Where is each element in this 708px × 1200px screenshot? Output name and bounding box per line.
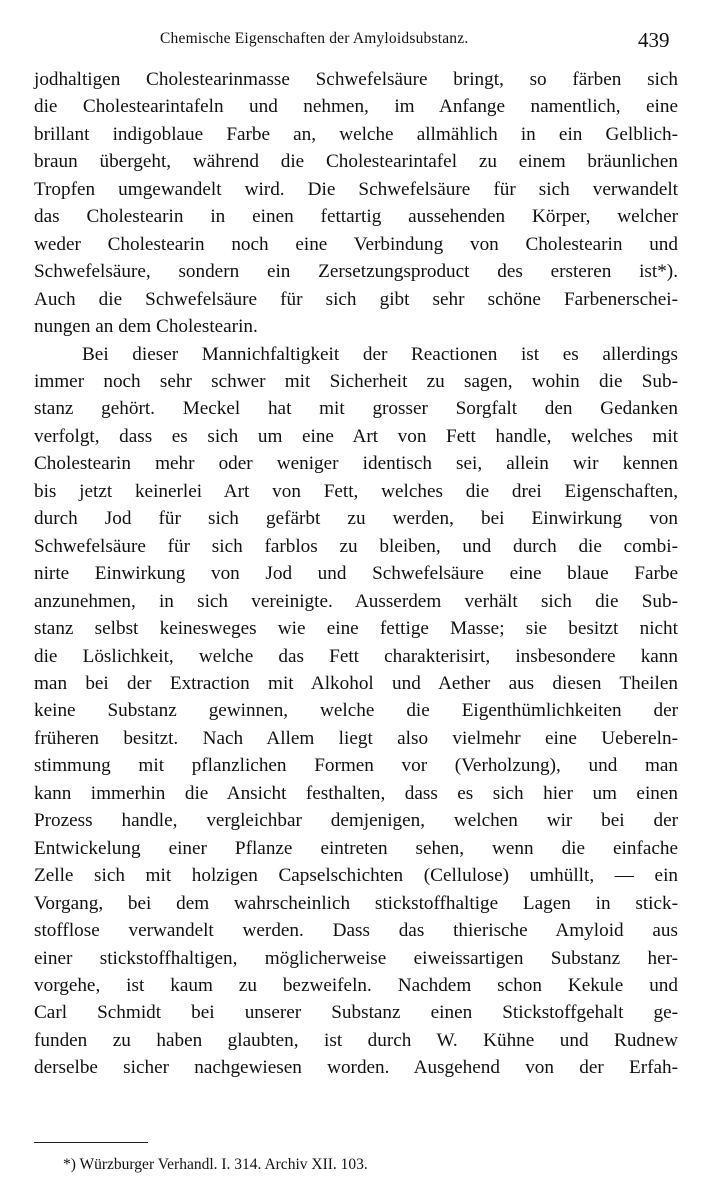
- text-line: verfolgt, dass es sich um eine Art von Fett handle, welches mit: [34, 425, 678, 447]
- text-line: Vorgang, bei dem wahrscheinlich stickstoffhaltige Lagen in stick-: [34, 892, 678, 914]
- text-line: nungen an dem Cholestearin.: [34, 316, 258, 338]
- text-line: braun übergeht, während die Cholestearintafel zu einem bräunlichen: [34, 151, 678, 173]
- text-line: derselbe sicher nachgewiesen worden. Ausgehend von der Erfah-: [34, 1057, 678, 1079]
- running-head: [0, 0, 708, 60]
- text-line: Schwefelsäure, sondern ein Zersetzungsproduct des ersteren ist*).: [34, 261, 678, 283]
- text-line: brillant indigoblaue Farbe an, welche allmählich in ein Gelblich-: [34, 123, 678, 145]
- text-line: früheren besitzt. Nach Allem liegt also vielmehr eine Uebereln-: [34, 727, 678, 749]
- page-number: 439: [638, 28, 670, 52]
- text-line: stimmung mit pflanzlichen Formen vor (Verholzung), und man: [34, 755, 678, 777]
- text-line: Zelle sich mit holzigen Capselschichten (Cellulose) umhüllt, — ein: [34, 865, 678, 887]
- text-line: stanz selbst keinesweges wie eine fettige Masse; sie besitzt nicht: [34, 618, 678, 640]
- text-line: keine Substanz gewinnen, welche die Eigenthümlichkeiten der: [34, 700, 678, 722]
- text-line: anzunehmen, in sich vereinigte. Ausserdem verhält sich die Sub-: [34, 590, 678, 612]
- text-line: man bei der Extraction mit Alkohol und Aether aus diesen Theilen: [34, 672, 678, 694]
- running-title: Chemische Eigenschaften der Amyloidsubstanz.: [160, 30, 469, 47]
- text-line: funden zu haben glaubten, ist durch W. Kühne und Rudnew: [34, 1029, 678, 1051]
- paragraph-first-line: Bei dieser Mannichfaltigkeit der Reactionen ist es allerdings: [82, 343, 678, 365]
- text-line: kann immerhin die Ansicht festhalten, dass es sich hier um einen: [34, 782, 678, 804]
- text-line: jodhaltigen Cholestearinmasse Schwefelsäure bringt, so färben sich: [34, 69, 678, 90]
- text-line: durch Jod für sich gefärbt zu werden, bei Einwirkung von: [34, 508, 678, 530]
- text-line: Cholestearin mehr oder weniger identisch sei, allein wir kennen: [34, 453, 678, 475]
- text-line: Prozess handle, vergleichbar demjenigen, welchen wir bei der: [34, 810, 678, 832]
- text-line: nirte Einwirkung von Jod und Schwefelsäure eine blaue Farbe: [34, 563, 678, 585]
- text-line: Tropfen umgewandelt wird. Die Schwefelsäure für sich verwandelt: [34, 178, 678, 200]
- text-line: bis jetzt keinerlei Art von Fett, welches die drei Eigenschaften,: [34, 480, 678, 502]
- text-line: Auch die Schwefelsäure für sich gibt sehr schöne Farbenerschei-: [34, 288, 678, 310]
- body-text: [34, 66, 678, 1082]
- text-line: Carl Schmidt bei unserer Substanz einen Stickstoffgehalt ge-: [34, 1002, 678, 1024]
- text-line: immer noch sehr schwer mit Sicherheit zu sagen, wohin die Sub-: [34, 370, 678, 392]
- footnote-divider: [34, 1142, 148, 1143]
- text-line: stofflose verwandelt werden. Dass das thierische Amyloid aus: [34, 920, 678, 942]
- text-line: Schwefelsäure für sich farblos zu bleiben, und durch die combi-: [34, 535, 678, 557]
- text-line: das Cholestearin in einen fettartig aussehenden Körper, welcher: [34, 206, 678, 228]
- text-line: die Löslichkeit, welche das Fett charakterisirt, insbesondere kann: [34, 645, 678, 667]
- text-line: Entwickelung einer Pflanze eintreten sehen, wenn die einfache: [34, 837, 678, 859]
- text-line: stanz gehört. Meckel hat mit grosser Sorgfalt den Gedanken: [34, 398, 678, 420]
- text-line: vorgehe, ist kaum zu bezweifeln. Nachdem schon Kekule und: [34, 974, 678, 996]
- footnote: *) Würzburger Verhandl. I. 314. Archiv XII. 103.: [63, 1156, 368, 1173]
- text-line: weder Cholestearin noch eine Verbindung von Cholestearin und: [34, 233, 678, 255]
- text-line: die Cholestearintafeln und nehmen, im Anfange namentlich, eine: [34, 96, 678, 118]
- text-line: einer stickstoffhaltigen, möglicherweise eiweissartigen Substanz her-: [34, 947, 678, 969]
